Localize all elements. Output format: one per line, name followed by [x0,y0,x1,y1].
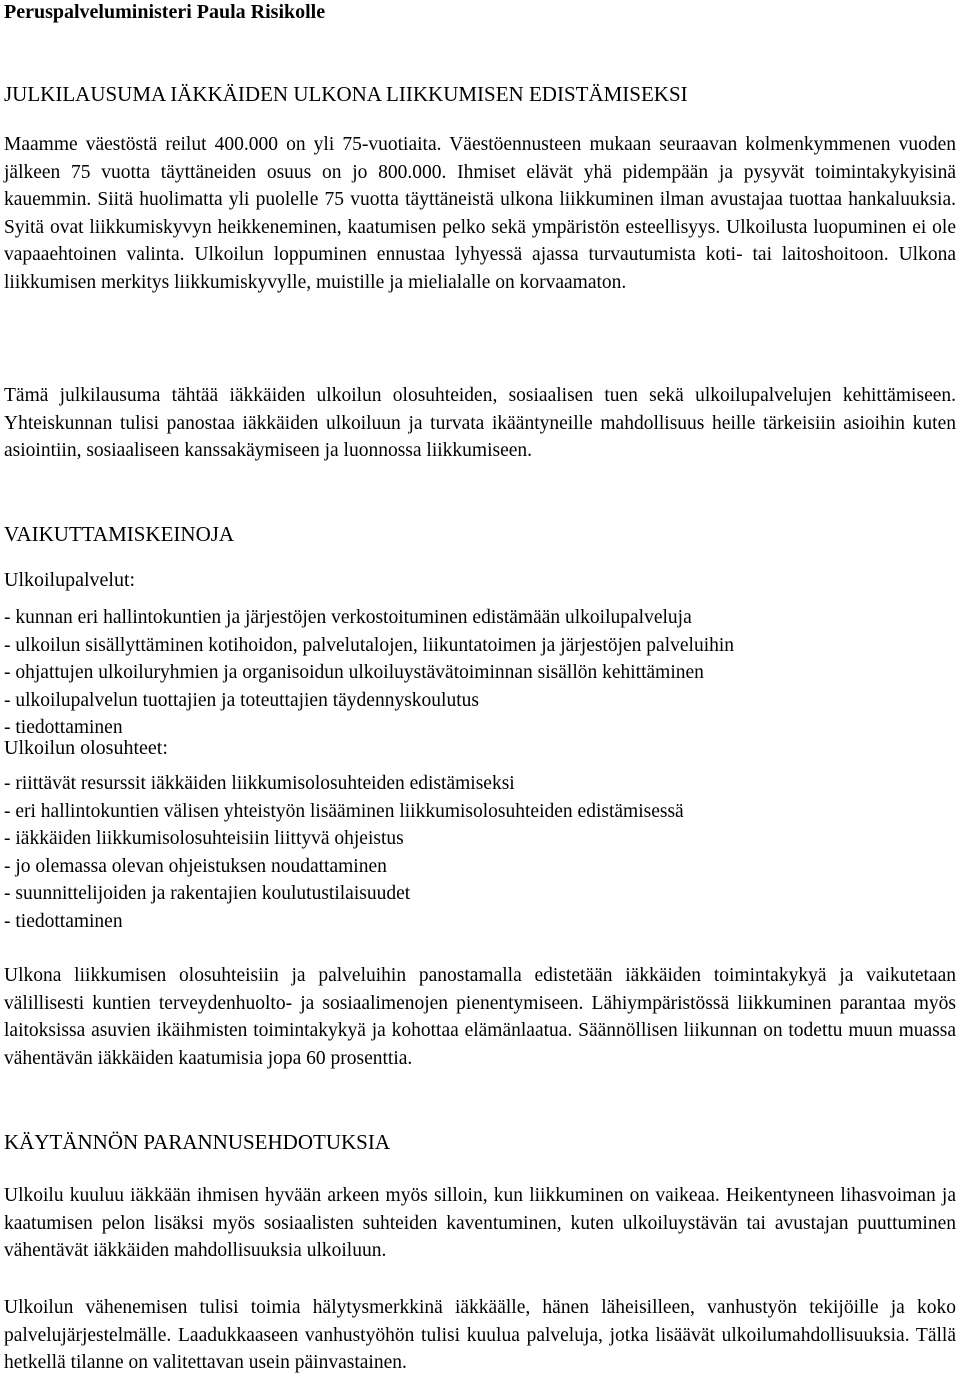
document-recipient: Peruspalveluministeri Paula Risikolle [4,1,326,23]
list-item: - tiedottaminen [4,910,123,932]
intro-paragraph: Maamme väestöstä reilut 400.000 on yli 75-vuotiaita. Väestöennusteen mukaan seuraavan kolmenkymmenen vuoden jälkeen 75 vuotta täyttäneiden osuus on jo 800.000. Ihmiset elävät yhä pidempään ja pysyvät toimintakykyisinä kauemmin. Siitä huolimatta yli puolelle 75 vuotta täyttäneistä ulkona liikkuminen ilman avustajaa tuottaa hankaluuksia. Syitä ovat liikkumiskyvyn heikkeneminen, kaatumisen pelko sekä ympäristön esteellisyys. Ulkoilusta luopuminen ei ole vapaaehtoinen valinta. Ulkoilun loppuminen ennustaa lyhyessä ajassa turvautumista koti- tai laitoshoitoon. Ulkona liikkumisen merkitys liikkumiskyvylle, muistille ja mielialalle on korvaamaton. [4,134,956,293]
list-item: - suunnittelijoiden ja rakentajien koulutustilaisuudet [4,883,411,905]
section-heading-proposals: KÄYTÄNNÖN PARANNUSEHDOTUKSIA [4,1130,390,1154]
list-item: - kunnan eri hallintokuntien ja järjestöjen verkostoituminen edistämään ulkoilupalveluja [4,607,692,628]
benefits-paragraph: Ulkona liikkumisen olosuhteisiin ja palveluihin panostamalla edistetään iäkkäiden toimintakykyä ja vaikutetaan välillisesti kuntien terveydenhuolto- ja sosiaalimenojen pienentymiseen. Lähiympäristössä liikkuminen parantaa myös laitoksissa asuvien ikäihmisten toimintakykyä ja kohottaa elämänlaatua. Säännöllisen liikunnan on todettu muun muassa vähentävän iäkkäiden kaatumisia jopa 60 prosenttia. [4,965,956,1069]
list-item: - riittävät resurssit iäkkäiden liikkumisolosuhteiden edistämiseksi [4,773,515,794]
outdoor-services-list [4,604,956,742]
warning-sign-paragraph: Ulkoilun vähenemisen tulisi toimia hälytysmerkkinä iäkkäälle, hänen läheisilleen, vanhustyön tekijöille ja koko palvelujärjestelmälle. Laadukkaaseen vanhustyöhön tulisi kuulua palveluja, jotka lisäävät ulkoilumahdollisuuksia. Tällä hetkellä tilanne on valitettavan usein päinvastainen. [4,1297,956,1374]
outdoor-conditions-list [4,770,956,936]
list-item: - iäkkäiden liikkumisolosuhteisiin liittyvä ohjeistus [4,828,404,850]
aim-paragraph: Tämä julkilausuma tähtää iäkkäiden ulkoilun olosuhteiden, sosiaalisen tuen sekä ulkoilupalvelujen kehittämiseen. Yhteiskunnan tulisi panostaa iäkkäiden ulkoiluun ja turvata ikääntyneille mahdollisuus heille tärkeisiin asioihin kuten asiointiin, sosiaaliseen kanssakäymiseen ja luonnossa liikkumiseen. [4,385,956,462]
section-heading-means: VAIKUTTAMISKEINOJA [4,522,235,546]
list-item: - ulkoilun sisällyttäminen kotihoidon, palvelutalojen, liikuntatoimen ja järjestöjen palveluihin [4,634,735,656]
list-item: - tiedottaminen [4,717,123,739]
subheading-outdoor-services: Ulkoilupalvelut: [4,569,136,591]
list-item: - jo olemassa olevan ohjeistuksen noudattaminen [4,855,387,877]
list-item: - ulkoilupalvelun tuottajien ja toteuttajien täydennyskoulutus [4,689,479,711]
statement-title: JULKILAUSUMA IÄKKÄIDEN ULKONA LIIKKUMISEN EDISTÄMISEKSI [4,82,688,106]
subheading-outdoor-conditions: Ulkoilun olosuhteet: [4,737,168,759]
list-item: - ohjattujen ulkoiluryhmien ja organisoidun ulkoiluystävätoiminnan sisällön kehittäminen [4,662,704,684]
everyday-outdoor-paragraph: Ulkoilu kuuluu iäkkään ihmisen hyvään arkeen myös silloin, kun liikkuminen on vaikeaa. Heikentyneen lihasvoiman ja kaatumisen pelon lisäksi myös sosiaalisten suhteiden kaventuminen, kuten ulkoiluystävän tai avustajan puuttuminen vähentävät iäkkäiden mahdollisuuksia ulkoiluun. [4,1185,956,1262]
list-item: - eri hallintokuntien välisen yhteistyön lisääminen liikkumisolosuhteiden edistämisessä [4,800,684,822]
